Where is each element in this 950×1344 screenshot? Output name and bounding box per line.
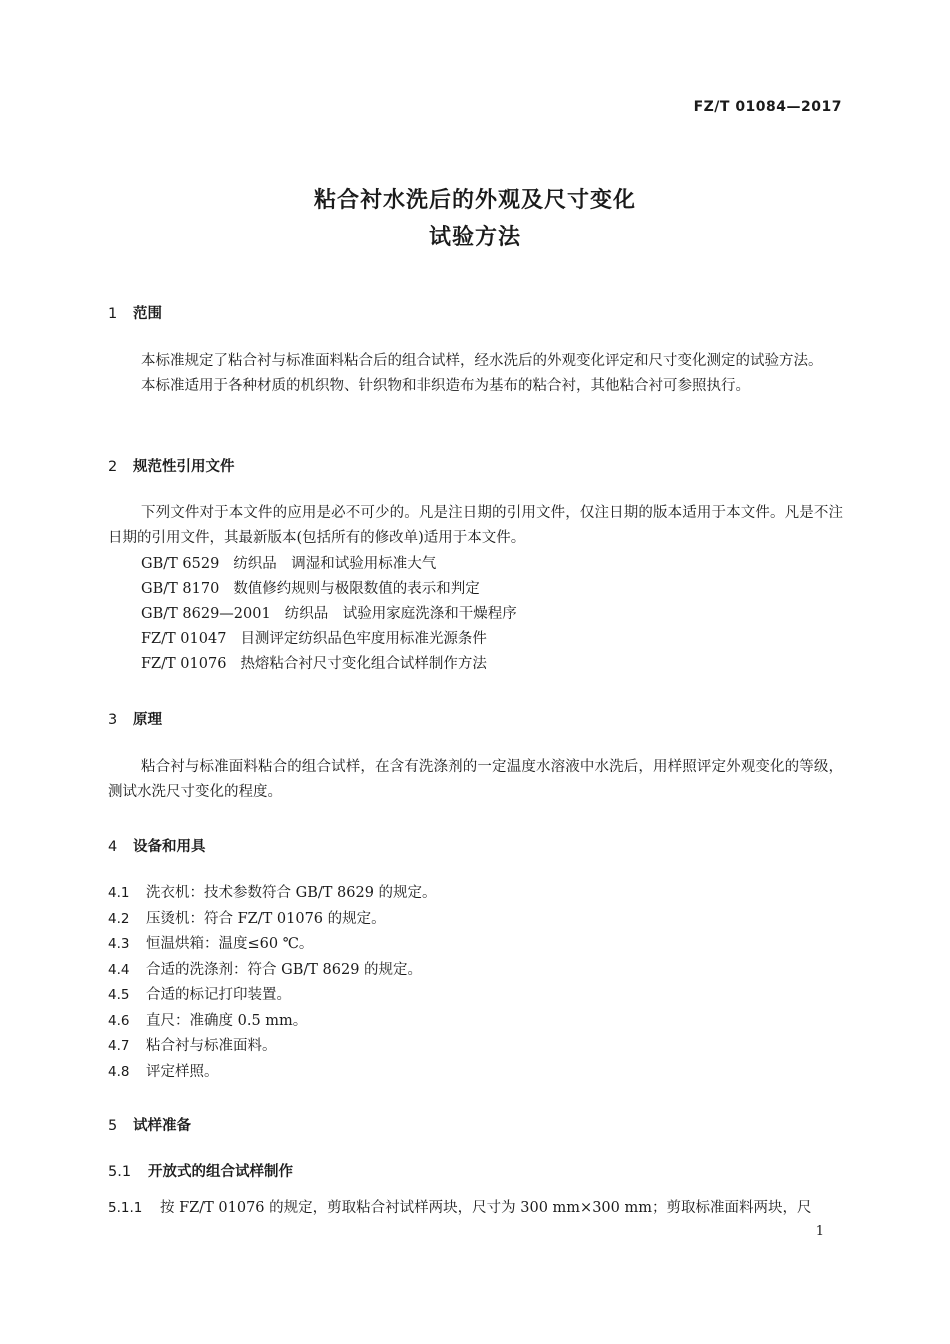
- normative-references-list: [141, 552, 517, 677]
- item-number: 4.6: [108, 1012, 130, 1029]
- item-number: 4.4: [108, 961, 130, 978]
- equipment-item: [108, 932, 437, 958]
- section-number: 4: [108, 839, 118, 855]
- section-title: 试样准备: [133, 1118, 191, 1134]
- reference-code: FZ/T 01047: [141, 631, 227, 647]
- section-title: 规范性引用文件: [133, 459, 235, 475]
- section-number: 1: [108, 306, 118, 322]
- reference-item: [141, 552, 517, 577]
- item-text: 评定样照。: [146, 1063, 219, 1080]
- item-text: 合适的洗涤剂：符合 GB/T 8629 的规定。: [146, 961, 423, 978]
- equipment-list: [108, 881, 437, 1085]
- reference-title: 目测评定纺织品色牢度用标准光源条件: [240, 631, 487, 647]
- paragraph: 下列文件对于本文件的应用是必不可少的。凡是注日期的引用文件，仅注日期的版本适用于本文件。凡是不注日期的引用文件，其最新版本(包括所有的修改单)适用于本文件。: [108, 505, 843, 546]
- reference-item: [141, 602, 517, 627]
- reference-code: FZ/T 01076: [141, 656, 227, 672]
- clause-text: 按 FZ/T 01076 的规定，剪取粘合衬试样两块，尺寸为 300 mm×300 mm；剪取标准面料两块，尺: [160, 1200, 812, 1216]
- section-3-heading: [108, 708, 162, 729]
- document-title-line-1: 粘合衬水洗后的外观及尺寸变化: [313, 188, 636, 213]
- clause-5-1-1: [108, 1196, 843, 1217]
- equipment-item: [108, 958, 437, 984]
- item-text: 合适的标记打印装置。: [146, 987, 291, 1003]
- section-1-heading: [108, 302, 162, 323]
- section-1-body: [108, 349, 843, 399]
- item-text: 压烫机：符合 FZ/T 01076 的规定。: [146, 910, 386, 927]
- equipment-item: [108, 907, 437, 933]
- document-title-line-2: 试验方法: [428, 225, 521, 250]
- section-2-intro: [108, 501, 843, 551]
- item-number: 4.1: [108, 885, 130, 901]
- subsection-5-1-heading: [108, 1160, 293, 1181]
- equipment-item: [108, 881, 437, 907]
- item-number: 4.8: [108, 1063, 130, 1080]
- section-title: 设备和用具: [133, 839, 206, 855]
- clause-number: 5.1.1: [108, 1200, 143, 1216]
- section-title: 原理: [133, 712, 162, 728]
- section-number: 2: [108, 459, 118, 475]
- reference-code: GB/T 8170: [141, 581, 220, 597]
- equipment-item: [108, 983, 437, 1009]
- item-text: 粘合衬与标准面料。: [146, 1038, 277, 1054]
- reference-code: GB/T 6529: [141, 556, 220, 572]
- subsection-number: 5.1: [108, 1164, 132, 1180]
- item-number: 4.2: [108, 910, 130, 927]
- paragraph: 本标准规定了粘合衬与标准面料粘合后的组合试样，经水洗后的外观变化评定和尺寸变化测定的试验方法。: [141, 353, 823, 369]
- item-text: 直尺：准确度 0.5 mm。: [146, 1012, 308, 1029]
- item-number: 4.5: [108, 987, 130, 1003]
- section-number: 3: [108, 712, 118, 728]
- item-number: 4.7: [108, 1038, 130, 1054]
- reference-code: GB/T 8629—2001: [141, 606, 271, 622]
- page-number: 1: [815, 1224, 824, 1239]
- item-text: 洗衣机：技术参数符合 GB/T 8629 的规定。: [146, 885, 437, 901]
- reference-title: 热熔粘合衬尺寸变化组合试样制作方法: [240, 656, 487, 672]
- standard-number: FZ/T 01084—2017: [693, 99, 842, 115]
- item-text: 恒温烘箱：温度≤60 ℃。: [146, 936, 314, 952]
- section-number: 5: [108, 1118, 118, 1134]
- section-4-heading: [108, 835, 206, 856]
- section-title: 范围: [133, 306, 162, 322]
- section-3-body: [108, 755, 843, 805]
- reference-title: 纺织品 调湿和试验用标准大气: [233, 556, 437, 572]
- paragraph: 本标准适用于各种材质的机织物、针织物和非织造布为基布的粘合衬，其他粘合衬可参照执行。: [141, 378, 750, 394]
- equipment-item: [108, 1060, 437, 1086]
- section-5-heading: [108, 1114, 191, 1135]
- reference-item: [141, 627, 517, 652]
- item-number: 4.3: [108, 936, 130, 952]
- equipment-item: [108, 1009, 437, 1035]
- subsection-title: 开放式的组合试样制作: [148, 1164, 293, 1180]
- section-2-heading: [108, 455, 235, 476]
- paragraph: 粘合衬与标准面料粘合的组合试样，在含有洗涤剂的一定温度水溶液中水洗后，用样照评定外观变化的等级，测试水洗尺寸变化的程度。: [108, 759, 843, 800]
- reference-title: 数值修约规则与极限数值的表示和判定: [233, 581, 480, 597]
- equipment-item: [108, 1034, 437, 1060]
- reference-item: [141, 577, 517, 602]
- reference-item: [141, 652, 517, 677]
- reference-title: 纺织品 试验用家庭洗涤和干燥程序: [284, 606, 517, 622]
